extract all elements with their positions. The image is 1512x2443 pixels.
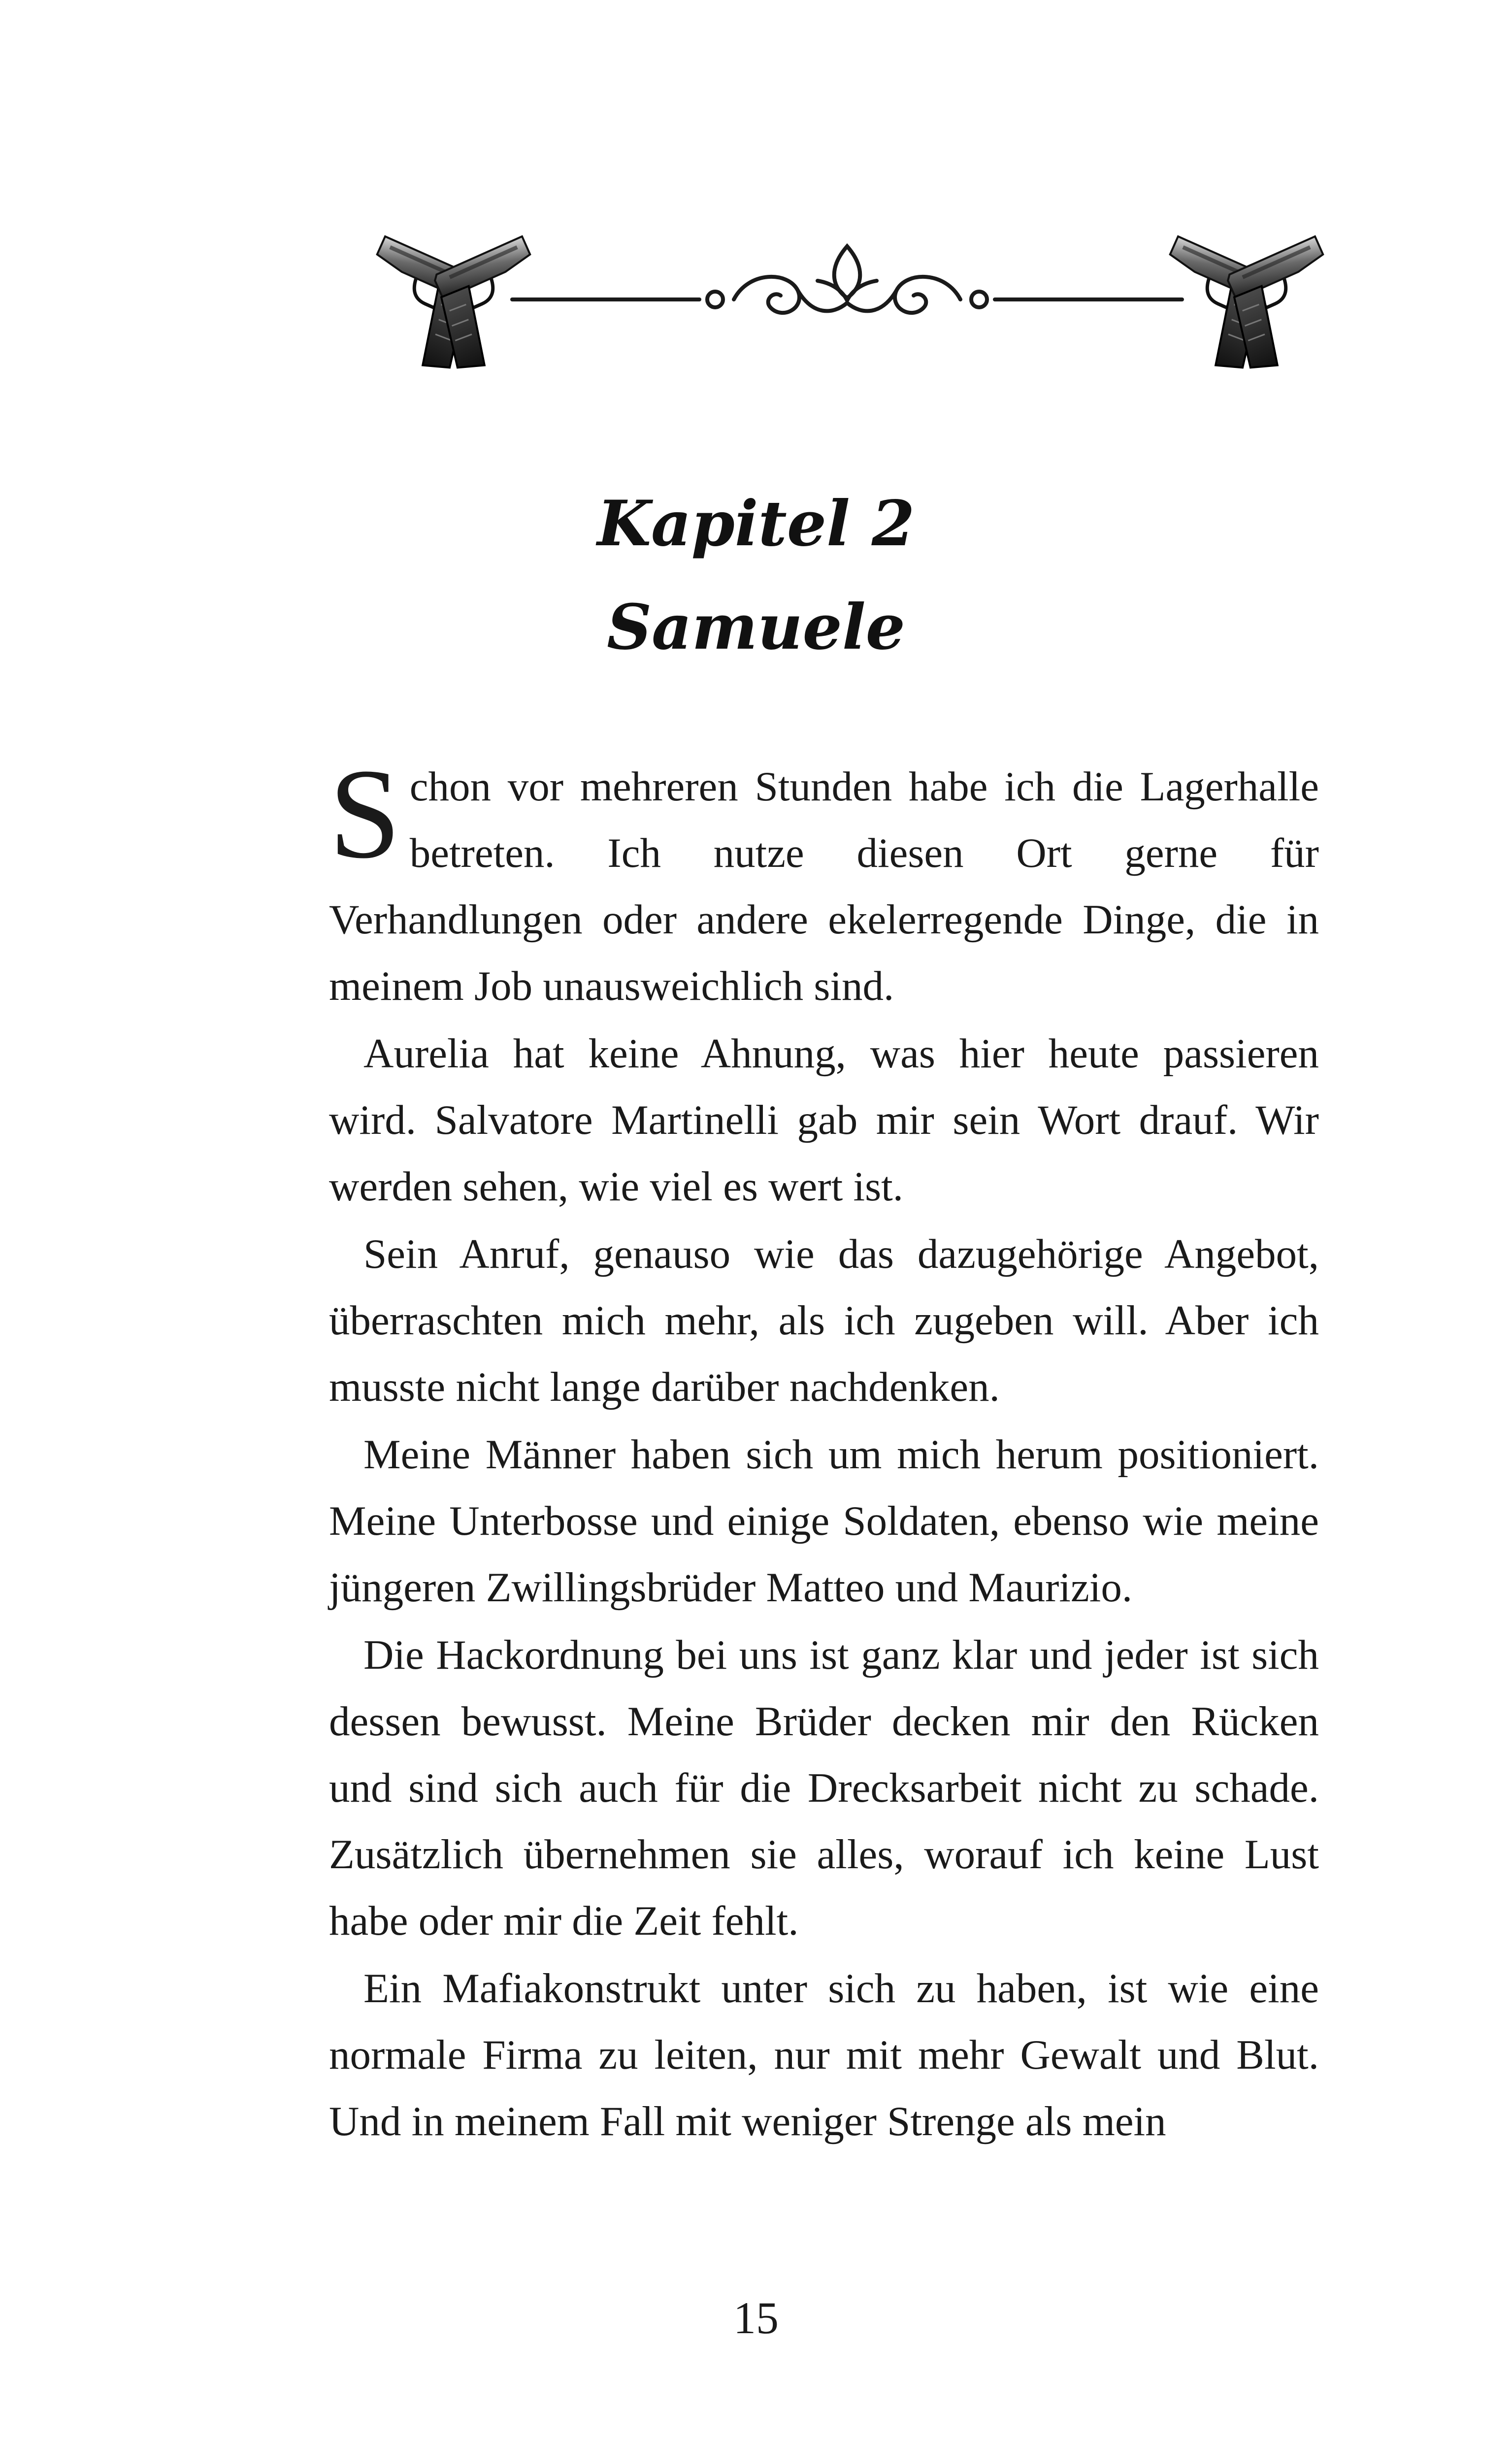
- drop-cap: S: [329, 742, 401, 885]
- crossed-pistols-icon: [374, 236, 564, 376]
- chapter-name: Samuele: [607, 591, 905, 663]
- paragraph: Die Hackordnung bei uns ist ganz klar und jeder ist sich dessen bewusst. Meine Brüder decken mir den Rücken und sind sich auch für die Drecksarbeit nicht zu schade. Zusätzlich übernehmen sie alles, worauf ich keine Lust habe oder mir die Zeit fehlt.: [329, 1632, 1319, 1944]
- chapter-ornament: [374, 217, 1330, 394]
- paragraph: Ein Mafiakonstrukt unter sich zu haben, ist wie eine normale Firma zu leiten, nur mit mehr Gewalt und Blut. Und in meinem Fall mit weniger Strenge als mein: [329, 1965, 1319, 2145]
- page-number: 15: [733, 2293, 779, 2343]
- paragraph: Sein Anruf, genauso wie das dazugehörige Angebot, überraschten mich mehr, als ich zugeben will. Aber ich musste nicht lange darüber nachdenken.: [329, 1231, 1319, 1410]
- paragraph: Meine Männer haben sich um mich herum positioniert. Meine Unterbosse und einige Soldaten, ebenso wie meine jüngeren Zwillingsbrüder Matteo und Maurizio.: [329, 1431, 1319, 1611]
- paragraph: Aurelia hat keine Ahnung, was hier heute passieren wird. Salvatore Martinelli gab mir sein Wort drauf. Wir werden sehen, wie viel es wert ist.: [329, 1030, 1319, 1210]
- paragraph: Schon vor mehreren Stunden habe ich die Lagerhalle betreten. Ich nutze diesen Ort gerne für Verhandlungen oder andere ekelerregende Dinge, die in meinem Job unausweichlich sind.: [329, 742, 1319, 1009]
- flourish-divider: [512, 246, 1182, 313]
- chapter-body: [329, 742, 1319, 2156]
- chapter-number: Kapitel 2: [597, 487, 915, 560]
- crossed-pistols-icon: [1136, 236, 1330, 376]
